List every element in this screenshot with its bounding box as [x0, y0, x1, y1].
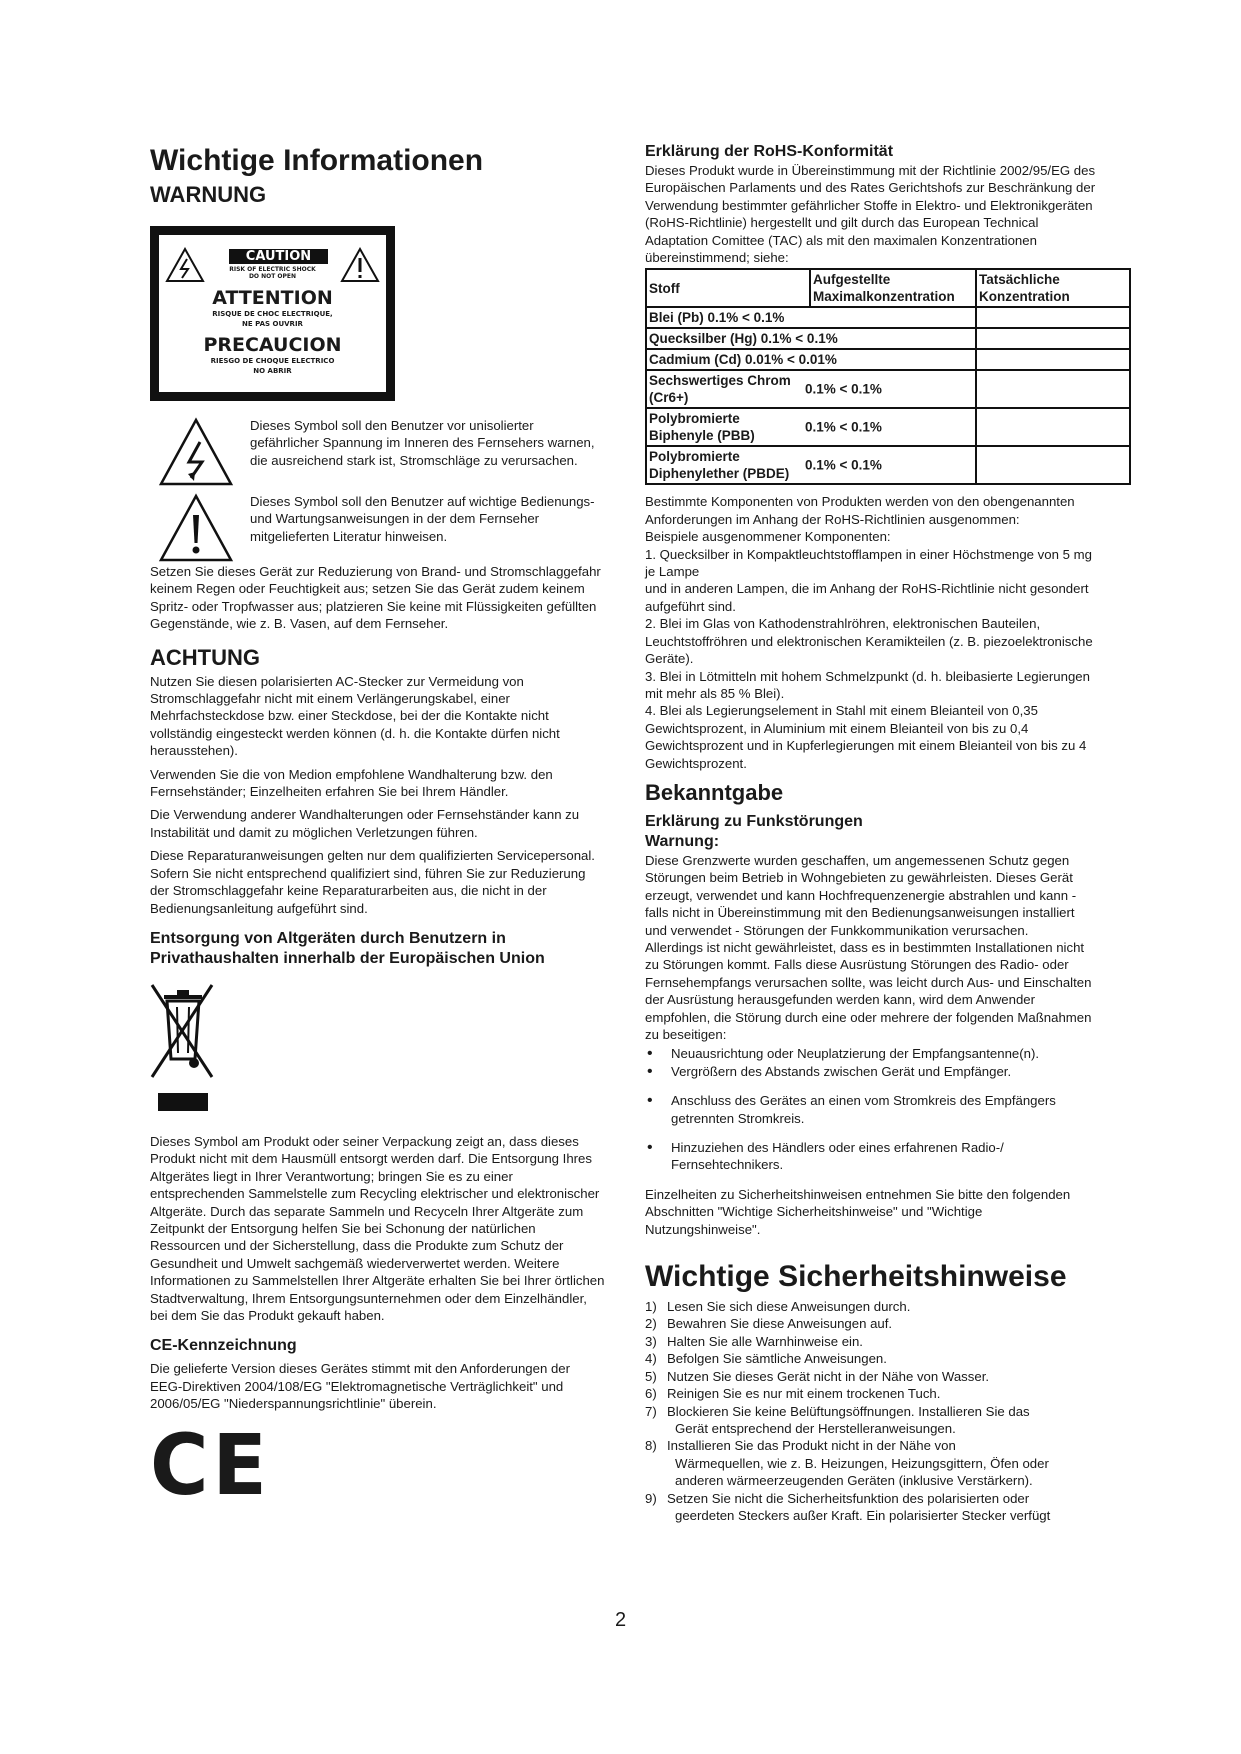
sicherheit-heading: Wichtige Sicherheitshinweise: [645, 1260, 1067, 1294]
symbol-row-lightning: [150, 417, 605, 493]
rohs-comp-5: 3. Blei in Lötmitteln mit hohem Schmelzpunkt (d. h. bleibasierte Legierungen mit mehr als 85 % Blei).: [645, 668, 1090, 701]
rohs-comp-4: 2. Blei im Glas von Kathodenstrahlröhren, elektronischen Bauteilen, Leuchtstoffröhren und elektronischen Keramikteilen (z. B. piezoelektronische Geräte).: [645, 616, 1093, 667]
list-item: 5) Nutzen Sie dieses Gerät nicht in der Nähe von Wasser.: [645, 1368, 990, 1384]
rohs-heading: Erklärung der RoHS-Konformität: [645, 143, 894, 160]
rain-warning-text: Setzen Sie dieses Gerät zur Reduzierung von Brand- und Stromschlaggefahr keinem Regen oder Feuchtigkeit aus; setzen Sie das Gerät zudem keinem Spritz- oder Tropfwasser aus; platzieren Sie keine mit Flüssigkeiten gefüllten Gegenstände, wie z. B. Vasen, auf dem Fernseher.: [150, 564, 601, 632]
list-item: 6) Reinigen Sie es nur mit einem trockenen Tuch.: [645, 1386, 941, 1402]
warnung-heading: WARNUNG: [150, 182, 267, 207]
precaucion-title: PRECAUCION: [203, 334, 342, 356]
list-item-cont: geerdeten Steckers außer Kraft. Ein polarisierter Stecker verfügt: [675, 1507, 1051, 1523]
rohs-row-chromium: Sechswertiges Chrom (Cr6+)0.1% < 0.1%: [646, 370, 976, 408]
funk-text-2: Allerdings ist nicht gewährleistet, dass es in bestimmten Installationen nicht zu Störungen kommt. Falls diese Ausrüstung Störungen des Radio- oder Fernsehempfangs verursachen sollte, was leicht durch Aus- und Einschalten der Ausrüstung herausgefunden werden kann, wird dem Anwender empfohlen, die Störung durch eine oder mehrere der folgenden Maßnahmen zu beseitigen:: [645, 939, 1092, 1042]
table-row: [646, 328, 1130, 349]
funk-text-1: Diese Grenzwerte wurden geschaffen, um angemessenen Schutz gegen Störungen beim Betrieb in Wohngebieten zu gewährleisten. Dieses Gerät erzeugt, verwendet und kann Hochfrequenzenergie abstrahlen und kann - falls nicht in Übereinstimmung mit den Bedienungsanweisungen installiert und verwendet - Störungen der Funkkommunikation verursachen.: [645, 852, 1077, 938]
attention-sub1: RISQUE DE CHOC ELECTRIQUE,: [212, 310, 333, 318]
caution-sub1: RISK OF ELECTRIC SHOCK: [229, 266, 316, 273]
table-row: [646, 349, 1130, 370]
caution-label-image: [150, 226, 395, 401]
symbol-row-exclamation: [150, 493, 605, 569]
rohs-comp-0: Bestimmte Komponenten von Produkten werden von den obengenannten Anforderungen im Anhang der RoHS-Richtlinien ausgenommen:: [645, 494, 1075, 527]
achtung-paragraph-2: Verwenden Sie die von Medion empfohlene Wandhalterung bzw. den Fernsehständer; Einzelheiten erfahren Sie bei Ihrem Händler.: [150, 766, 553, 800]
rohs-header-stoff: Stoff: [646, 269, 810, 307]
list-item: • Vergrößern des Abstands zwischen Gerät und Empfänger.: [645, 1063, 1100, 1080]
ce-text: Die gelieferte Version dieses Gerätes stimmt mit den Anforderungen der EEG-Direktiven 2004/108/EG "Elektromagnetische Verträglichkeit" und 2006/05/EG "Niederspannungsrichtlinie" überein.: [150, 1361, 571, 1412]
symbol2-text: Dieses Symbol soll den Benutzer auf wichtige Bedienungs- und Wartungsanweisungen in der dem Fernseher mitgelieferten Literatur hinweisen.: [250, 494, 595, 544]
list-item-cont: Wärmequellen, wie z. B. Heizungen, Heizungsgittern, Öfen oder anderen wärmeerzeugenden Geräten (inklusive Verstärkern).: [675, 1455, 1049, 1489]
rohs-comp-1: Beispiele ausgenommener Komponenten:: [645, 529, 891, 545]
right-column: [645, 142, 1100, 1524]
rohs-comp-6: 4. Blei als Legierungselement in Stahl mit einem Bleianteil von 0,35 Gewichtsprozent, in Aluminium mit einem Bleianteil von bis zu 0,4 Gewichtsprozent und in Kupferlegierungen mit einem Bleianteil von bis zu 4 Gewichtsprozent.: [645, 703, 1087, 771]
rohs-table: [645, 268, 1131, 485]
list-item: 4) Befolgen Sie sämtliche Anweisungen.: [645, 1351, 887, 1367]
achtung-paragraph-4: Diese Reparaturanweisungen gelten nur dem qualifizierten Servicepersonal. Sofern Sie nicht entsprechend qualifiziert sind, führen Sie zur Reduzierung der Stromschlaggefahr keine Reparaturarbeiten aus, die nicht in der Bedienungsanleitung aufgeführt sind.: [150, 848, 595, 916]
table-row: [646, 446, 1130, 484]
rohs-comp-2: 1. Quecksilber in Kompaktleuchtstofflampen in einer Höchstmenge von 5 mg je Lampe: [645, 546, 1092, 580]
funk-warnung: Warnung:: [645, 832, 720, 850]
attention-title: ATTENTION: [212, 287, 333, 309]
ce-mark-logo: CE: [150, 1415, 271, 1514]
table-row: [646, 408, 1130, 446]
list-item: • Anschluss des Gerätes an einen vom Stromkreis des Empfängers getrennten Stromkreis.: [645, 1092, 1100, 1127]
list-item: 8) Installieren Sie das Produkt nicht in der Nähe von: [645, 1438, 956, 1454]
list-item: 3) Halten Sie alle Warnhinweise ein.: [645, 1333, 863, 1349]
funk-bullet-list: [645, 1045, 1100, 1173]
rohs-table-header: [646, 269, 1130, 307]
table-row: [646, 370, 1130, 408]
bekanntgabe-heading: Bekanntgabe: [645, 779, 784, 805]
rohs-intro: Dieses Produkt wurde in Übereinstimmung mit der Richtlinie 2002/95/EG des Europäischen Parlaments und des Rates Gerichtshofs zur Beschränkung der Verwendung bestimmter gefährlicher Stoffe in Elektro- und Elektronikgeräten (RoHS-Richtlinie) hergestellt und gilt durch das European Technical Adaptation Comittee (TAC) als mit den maximalen Konzentrationen übereinstimmend; siehe:: [645, 163, 1096, 266]
table-row: [646, 307, 1130, 328]
entsorgung-text: Dieses Symbol am Produkt oder seiner Verpackung zeigt an, dass dieses Produkt nicht mit dem Hausmüll entsorgt werden darf. Die Entsorgung Ihres Altgerätes liegt in Ihrer Verantwortung; bringen Sie es zu einer entsprechenden Sammelstelle zum Recycling elektrischer und elektronischer Altgeräte. Durch das separate Sammeln und Recyceln Ihrer Altgeräte zum Zeitpunkt der Entsorgung helfen Sie bei Schonung der natürlichen Ressourcen und der Sicherstellung, dass die Produkte zum Schutz der Gesundheit und Umwelt sachgemäß wiederverwertet werden. Weitere Informationen zu Sammelstellen Ihrer Altgeräte erhalten Sie bei Ihrer örtlichen Stadtverwaltung, Ihrem Entsorgungsunternehmen oder dem Einzelhändler, bei dem Sie das Produkt gekauft haben.: [150, 1133, 605, 1323]
rohs-components: [645, 493, 1100, 772]
ce-heading: CE-Kennzeichnung: [150, 1337, 297, 1355]
left-column: [150, 144, 605, 1514]
safety-steps-list: [645, 1298, 1100, 1524]
exclamation-triangle-icon: [158, 493, 234, 563]
rohs-row-pbde: Polybromierte Diphenylether (PBDE)0.1% < 0.1%: [646, 446, 976, 484]
rohs-header-max: Aufgestellte Maximalkonzentration: [810, 269, 976, 307]
list-item: 1) Lesen Sie sich diese Anweisungen durch.: [645, 1299, 911, 1315]
rohs-comp-3: und in anderen Lampen, die im Anhang der RoHS-Richtlinie nicht gesondert aufgeführt sind.: [645, 581, 1089, 614]
achtung-heading: ACHTUNG: [150, 644, 260, 670]
rohs-row-mercury: Quecksilber (Hg) 0.1% < 0.1%: [646, 328, 976, 349]
attention-sub2: NE PAS OUVRIR: [242, 320, 303, 328]
page-title: Wichtige Informationen: [150, 144, 484, 177]
list-item: • Neuausrichtung oder Neuplatzierung der Empfangsantenne(n).: [645, 1045, 1100, 1062]
rohs-header-actual: Tatsächliche Konzentration: [976, 269, 1130, 307]
entsorgung-heading: Entsorgung von Altgeräten durch Benutzern in Privathaushalten innerhalb der Europäischen Union: [150, 929, 545, 967]
caution-title: CAUTION: [229, 249, 328, 264]
symbol1-text: Dieses Symbol soll den Benutzer vor unisolierter gefährlicher Spannung im Inneren des Fernsehers warnen, die ausreichend stark ist, Stromschläge zu verursachen.: [250, 418, 595, 468]
list-item: 7) Blockieren Sie keine Belüftungsöffnungen. Installieren Sie das: [645, 1403, 1030, 1419]
lightning-triangle-icon: [158, 417, 234, 487]
rohs-row-lead: Blei (Pb) 0.1% < 0.1%: [646, 307, 976, 328]
weee-crossed-bin-icon: [150, 981, 214, 1113]
page-number: 2: [614, 1609, 627, 1631]
list-item: 2) Bewahren Sie diese Anweisungen auf.: [645, 1316, 893, 1332]
funk-text-3: Einzelheiten zu Sicherheitshinweisen entnehmen Sie bitte den folgenden Abschnitten "Wichtige Sicherheitshinweise" und "Wichtige Nutzungshinweise".: [645, 1186, 1071, 1237]
rohs-row-pbb: Polybromierte Biphenyle (PBB)0.1% < 0.1%: [646, 408, 976, 446]
funk-heading: Erklärung zu Funkstörungen: [645, 812, 863, 830]
list-item: 9) Setzen Sie nicht die Sicherheitsfunktion des polarisierten oder: [645, 1490, 1030, 1506]
achtung-paragraph-1: Nutzen Sie diesen polarisierten AC-Stecker zur Vermeidung von Stromschlaggefahr nicht mit einem Verlängerungskabel, einer Mehrfachsteckdose bzw. einer Steckdose, bei der die Kontakte nicht vollständig eingesteckt werden können (d. h. die Kontakte dürfen nicht herausstehen).: [150, 673, 560, 759]
precaucion-sub1: RIESGO DE CHOQUE ELECTRICO: [210, 357, 335, 365]
list-item-cont: Gerät entsprechend der Herstelleranweisungen.: [675, 1420, 956, 1436]
achtung-paragraph-3: Die Verwendung anderer Wandhalterungen oder Fernsehständer kann zu Instabilität und damit zu möglichen Verletzungen führen.: [150, 807, 580, 840]
caution-sub2: DO NOT OPEN: [248, 273, 297, 280]
rohs-row-cadmium: Cadmium (Cd) 0.01% < 0.01%: [646, 349, 976, 370]
precaucion-sub2: NO ABRIR: [253, 367, 292, 375]
list-item: • Hinzuziehen des Händlers oder eines erfahrenen Radio-/ Fernsehtechnikers.: [645, 1139, 1100, 1174]
